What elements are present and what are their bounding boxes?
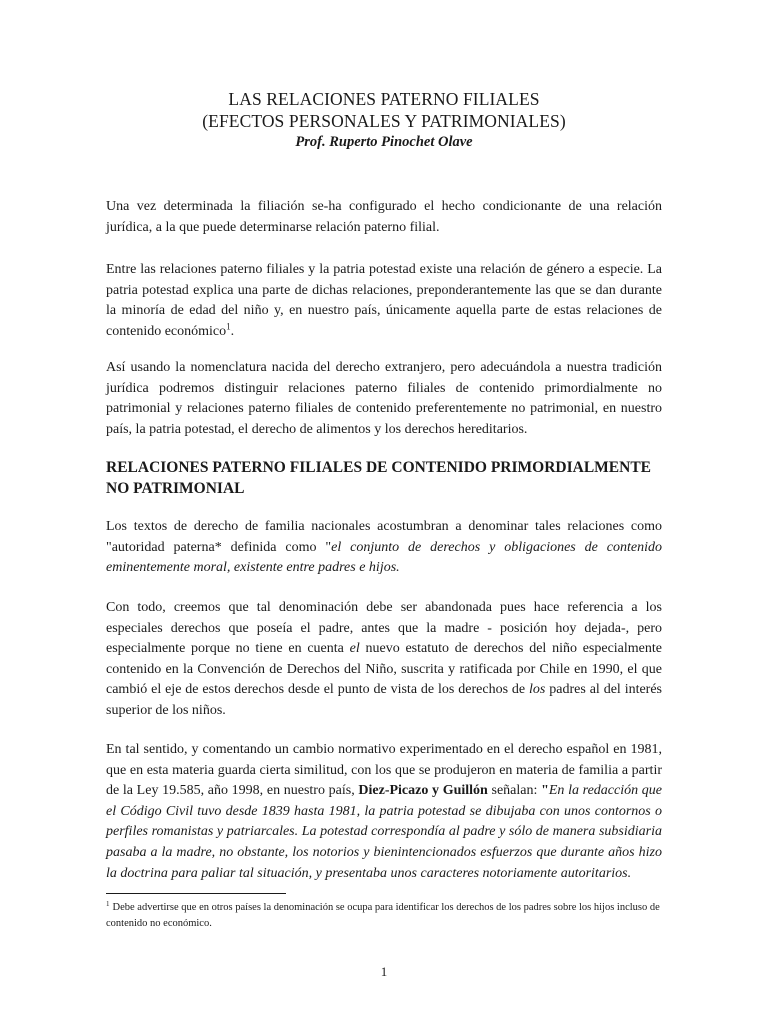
paragraph-4-text bbox=[106, 517, 662, 579]
paragraph-6 bbox=[106, 740, 662, 884]
paragraph-1 bbox=[106, 197, 662, 238]
footnote-reference: 1 bbox=[226, 321, 231, 332]
paragraph-4-quote: el conjunto de derechos y obligaciones de contenido eminentemente moral, existente entre padres e hijos. bbox=[106, 539, 662, 576]
paragraph-1-text: Una vez determinada la filiación se-ha configurado el hecho condicionante de una relación jurídica, a la que puede determinarse relación paterno filial. bbox=[106, 199, 662, 235]
paragraph-6-quote: En la redacción que el Código Civil tuvo desde 1839 hasta 1981, la patria potestad se dibujaba con unos contornos o perfiles romanistas y patriarcales. La potestad correspondía al padre y sólo de manera subsidiaria pasaba a la madre, no obstante, los notorios y bienintencionados esfuerzos que durante años hizo la doctrina para paliar tal situación, y presentaba unos caracteres notoriamente autoritarios. bbox=[106, 783, 663, 881]
paragraph-6-mid: señalan: bbox=[487, 783, 542, 799]
paragraph-2 bbox=[106, 260, 662, 342]
paragraph-6-text bbox=[106, 740, 662, 884]
paragraph-4-start: Los textos de derecho de familia nacionales acostumbran a denominar tales relaciones como "autoridad paterna* definida como " bbox=[106, 519, 662, 555]
paragraph-6-authors: Diez-Picazo y Guillón bbox=[358, 783, 488, 799]
paragraph-5-italic-el: el bbox=[349, 641, 360, 657]
paragraph-6-start: En tal sentido, y comentando un cambio normativo experimentado en el derecho español en 1981, que en esta materia guarda cierta similitud, con los que se produjeron en materia de familia a partir de la Ley 19.585, año 1998, en nuestro país, bbox=[106, 742, 662, 799]
footnote-number: 1 bbox=[106, 899, 110, 908]
document-title-line-2: (EFECTOS PERSONALES Y PATRIMONIALES) bbox=[202, 111, 566, 131]
paragraph-4 bbox=[106, 517, 662, 579]
paragraph-2-text bbox=[106, 260, 662, 342]
document-author: Prof. Ruperto Pinochet Olave bbox=[295, 134, 473, 150]
paragraph-5-end: padres al del interés superior de los niños. bbox=[106, 682, 663, 718]
paragraph-6-quote-mark: " bbox=[541, 783, 549, 799]
paragraph-3 bbox=[106, 358, 662, 440]
paragraph-5 bbox=[106, 598, 662, 722]
paragraph-3-text: Así usando la nomenclatura nacida del derecho extranjero, pero adecuándola a nuestra tradición jurídica podremos distinguir relaciones paterno filiales de contenido primordialmente no patrimonial y relaciones paterno filiales de contenido preferentemente no patrimonial, en nuestro país, la patria potestad, el derecho de alimentos y los derechos hereditarios. bbox=[106, 360, 662, 437]
page-number: 1 bbox=[380, 964, 388, 979]
paragraph-5-italic-los: los bbox=[529, 682, 546, 698]
paragraph-5-mid: nuevo estatuto de derechos del niño especialmente contenido en la Convención de Derechos del Niño, suscrita y ratificada por Chile en 1990, el que cambió el eje de estos derechos desde el punto de vista de los derechos de bbox=[106, 641, 662, 698]
paragraph-5-start: Con todo, creemos que tal denominación debe ser abandonada pues hace referencia a los especiales derechos que poseía el padre, antes que la madre - posición hoy dejada-, pero especialmente porque no tiene en cuenta bbox=[106, 600, 662, 657]
paragraph-2-end: . bbox=[230, 323, 235, 339]
footnote-separator bbox=[106, 893, 286, 894]
paragraph-2-body: Entre las relaciones paterno filiales y la patria potestad existe una relación de género a especie. La patria potestad explica una parte de dichas relaciones, preponderantemente las que se dan durante la minoría de edad del niño y, en nuestro país, únicamente aquella parte de estas relaciones de contenido económico bbox=[106, 262, 662, 339]
footnote-text: Debe advertirse que en otros países la denominación se ocupa para identificar los derechos de los padres sobre los hijos incluso de contenido no económico. bbox=[106, 902, 660, 929]
section-heading: RELACIONES PATERNO FILIALES DE CONTENIDO PRIMORDIALMENTE NO PATRIMONIAL bbox=[106, 459, 652, 497]
document-title-line-1: LAS RELACIONES PATERNO FILIALES bbox=[228, 89, 540, 109]
title-block bbox=[0, 88, 768, 152]
footnote bbox=[106, 900, 662, 931]
paragraph-5-text bbox=[106, 598, 662, 722]
